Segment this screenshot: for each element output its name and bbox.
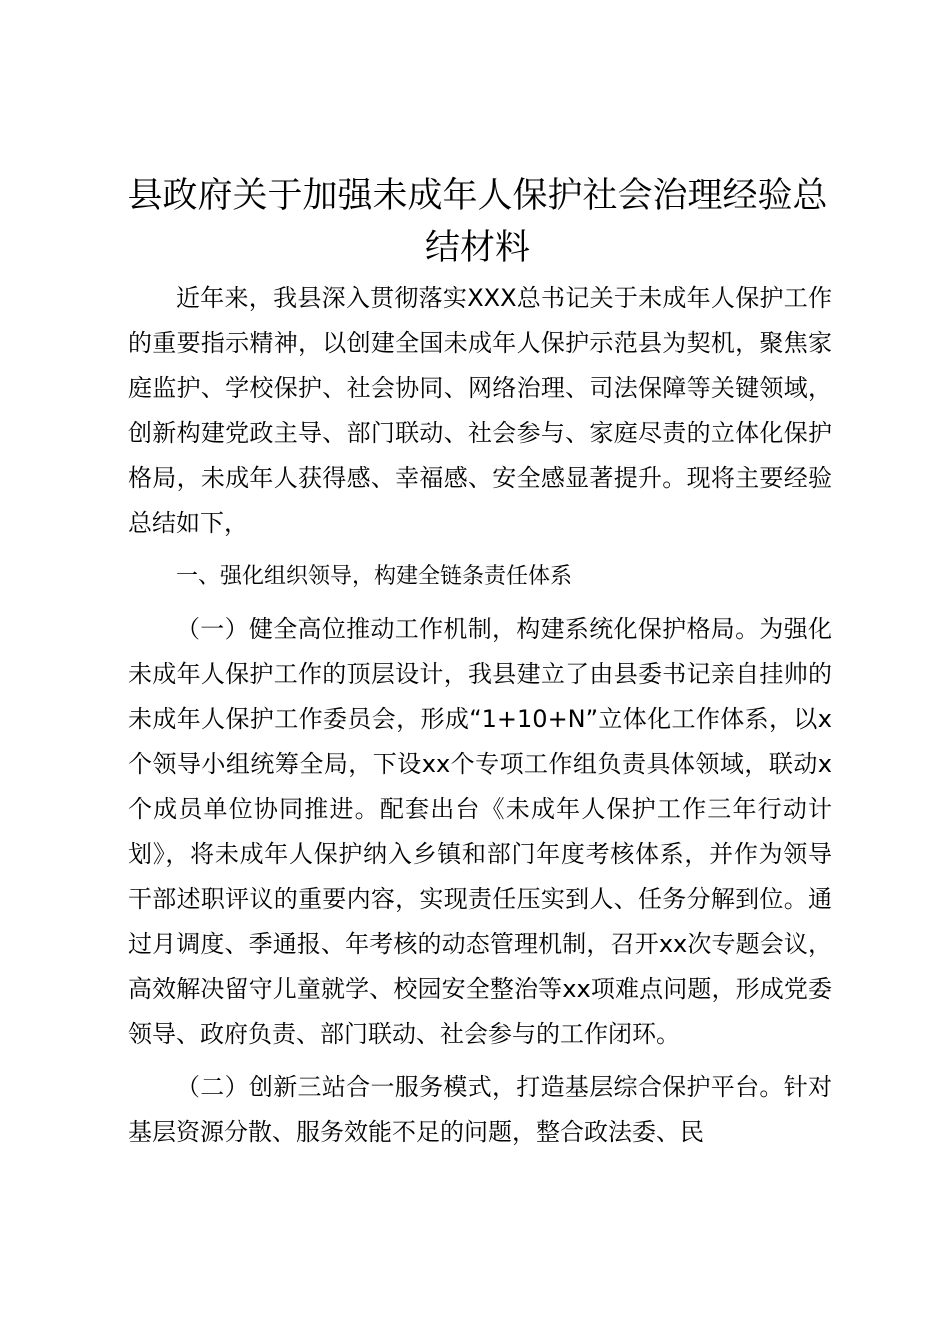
intro-paragraph: 近年来，我县深入贯彻落实XXX总书记关于未成年人保护工作的重要指示精神，以创建全国未成年人保护示范县为契机，聚焦家庭监护、学校保护、社会协同、网络治理、司法保障等关键领域，创新构建党政主导、部门联动、社会参与、家庭尽责的立体化保护格局，未成年人获得感、幸福感、安全感显著提升。现将主要经验总结如下，	[128, 284, 832, 537]
subsection-paragraph-1: （一）健全高位推动工作机制，构建系统化保护格局。为强化未成年人保护工作的顶层设计，我县建立了由县委书记亲自挂帅的未成年人保护工作委员会，形成“1+10+N”立体化工作体系，以x个领导小组统筹全局，下设xx个专项工作组负责具体领域，联动x个成员单位协同推进。配套出台《未成年人保护工作三年行动计划》，将未成年人保护纳入乡镇和部门年度考核体系，并作为领导干部述职评议的重要内容，实现责任压实到人、任务分解到位。通过月调度、季通报、年考核的动态管理机制，召开xx次专题会议，高效解决留守儿童就学、校园安全整治等xx项难点问题，形成党委领导、政府负责、部门联动、社会参与的工作闭环。	[128, 615, 832, 1048]
subsection-paragraph-2: （二）创新三站合一服务模式，打造基层综合保护平台。针对基层资源分散、服务效能不足的问题，整合政法委、民	[128, 1073, 832, 1146]
document-body	[128, 276, 832, 1155]
document-title: 县政府关于加强未成年人保护社会治理经验总结材料	[127, 176, 828, 268]
section-heading-1: 一、强化组织领导，构建全链条责任体系	[176, 564, 573, 589]
